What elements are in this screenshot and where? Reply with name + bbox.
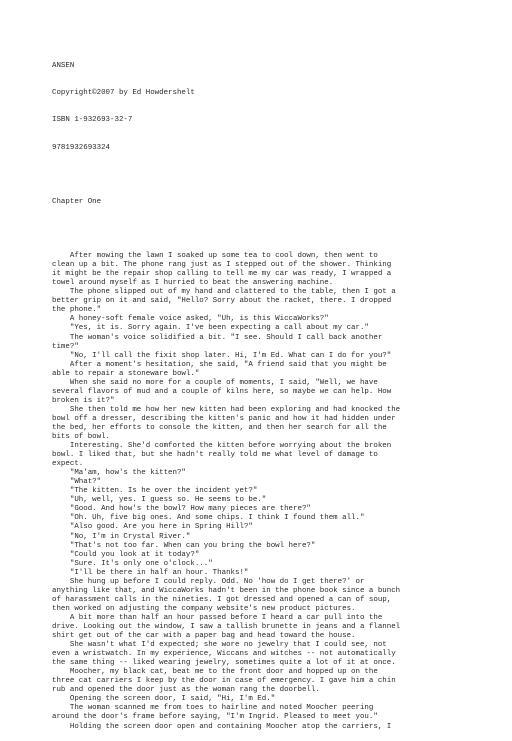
body-line: "I'll be there in half an hour. Thanks!": [52, 568, 249, 577]
body-line: "Could you look at it today?": [52, 550, 200, 559]
body-line: rub and opened the door just as the woman rang the doorbell.: [52, 686, 320, 695]
body-line: A honey-soft female voice asked, "Uh, is this WiccaWorks?": [52, 315, 329, 324]
body-line: Interesting. She'd comforted the kitten before worrying about the broken: [52, 442, 392, 451]
body-line: bits of bowl.: [52, 433, 111, 442]
body-line: "Oh. Uh, five big ones. And some chips. I think I found them all.": [52, 514, 365, 523]
body-line: better grip on it and said, "Hello? Sorry about the racket, there. I dropped: [52, 297, 392, 306]
body-line: around the door's frame before saying, "I'm Ingrid. Pleased to meet you.": [52, 713, 378, 722]
isbn-line: ISBN 1-932693-32-7: [52, 116, 133, 125]
body-line: towel around myself as I hurried to beat the answering machine.: [52, 279, 334, 288]
body-line: it might be the repair shop calling to tell me my car was ready, I wrapped a: [52, 270, 392, 279]
body-line: The woman scanned me from toes to hairline and noted Moocher peering: [52, 704, 374, 713]
body-line: time?": [52, 342, 79, 351]
body-line: "Also good. Are you here in Spring Hill?": [52, 523, 253, 532]
chapter-title: Chapter One: [52, 197, 102, 206]
body-line: able to repair a stoneware bowl.": [52, 369, 200, 378]
spacer: [52, 225, 482, 234]
body-line: then worked on adjusting the company website's new product pictures.: [52, 604, 356, 613]
body-line: the bed, her efforts to console the kitten, and then her search for all the: [52, 423, 387, 432]
body-line: "The kitten. Is he over the incident yet?": [52, 487, 258, 496]
body-line: shirt get out of the car with a paper bag and head toward the house.: [52, 632, 356, 641]
spacer: [52, 171, 482, 180]
body-line: After a moment's hesitation, she said, "A friend said that you might be: [52, 360, 387, 369]
isbn13-line: 9781932693324: [52, 143, 111, 152]
body-line: The phone slipped out of my hand and clattered to the table, then I got a: [52, 288, 396, 297]
body-line: anything like that, and WiccaWorks hadn't been in the phone book since a bunch: [52, 586, 401, 595]
body-line: She hung up before I could reply. Odd. No 'how do I get there?' or: [52, 577, 365, 586]
body-line: "Yes, it is. Sorry again. I've been expecting a call about my car.": [52, 324, 369, 333]
body-line: Opening the screen door, I said, "Hi, I'm Ed.": [52, 695, 276, 704]
body-line: several flavors of mud and a couple of kilns here, so maybe we can help. How: [52, 387, 392, 396]
body-line: She wasn't what I'd expected; she wore no jewelry that I could see, not: [52, 641, 387, 650]
body-line: three cat carriers I keep by the door in case of emergency. I gave him a chin: [52, 677, 396, 686]
body-line: The woman's voice solidified a bit. "I see. Should I call back another: [52, 333, 383, 342]
body-line: "What?": [52, 478, 102, 487]
copyright-line: Copyright©2007 by Ed Howdershelt: [52, 89, 195, 98]
body-line: "Uh, well, yes. I guess so. He seems to be.": [52, 496, 267, 505]
body-line: After mowing the lawn I soaked up some tea to cool down, then went to: [52, 252, 378, 261]
body-line: Holding the screen door open and containing Moocher atop the carriers, I: [52, 722, 392, 731]
body-line: even a wristwatch. In my experience, Wiccans and witches -- not automatically: [52, 650, 396, 659]
body-line: expect.: [52, 460, 84, 469]
body-line: "Ma'am, how's the kitten?": [52, 469, 186, 478]
body-line: Moocher, my black cat, beat me to the front door and hopped up on the: [52, 668, 378, 677]
chapter-body: [52, 252, 482, 731]
body-line: A bit more than half an hour passed before I heard a car pull into the: [52, 613, 383, 622]
body-line: She then told me how her new kitten had been exploring and had knocked the: [52, 405, 401, 414]
body-line: the phone.": [52, 306, 102, 315]
body-line: bowl off a dresser, describing the kitten's panic and how it had hidden under: [52, 414, 396, 423]
book-title: ANSEN: [52, 62, 75, 71]
body-line: "No, I'm in Crystal River.": [52, 532, 191, 541]
body-line: of harassment calls in the nineties. I got dressed and opened a can of soup,: [52, 595, 392, 604]
body-line: "Sure. It's only one o'clock...": [52, 559, 213, 568]
body-line: broken is it?": [52, 396, 115, 405]
body-line: the same thing -- liked wearing jewelry, sometimes quite a lot of it at once.: [52, 659, 396, 668]
body-line: clean up a bit. The phone rang just as I stepped out of the shower. Thinking: [52, 261, 392, 270]
body-line: bowl. I liked that, but she hadn't really told me what level of damage to: [52, 451, 378, 460]
body-line: When she said no more for a couple of moments, I said, "Well, we have: [52, 378, 378, 387]
body-line: "Good. And how's the bowl? How many pieces are there?": [52, 505, 311, 514]
body-line: drive. Looking out the window, I saw a tallish brunette in jeans and a flannel: [52, 623, 401, 631]
body-line: "No, I'll call the fixit shop later. Hi, I'm Ed. What can I do for you?": [52, 351, 392, 360]
body-line: "That's not too far. When can you bring the bowl here?": [52, 541, 316, 550]
